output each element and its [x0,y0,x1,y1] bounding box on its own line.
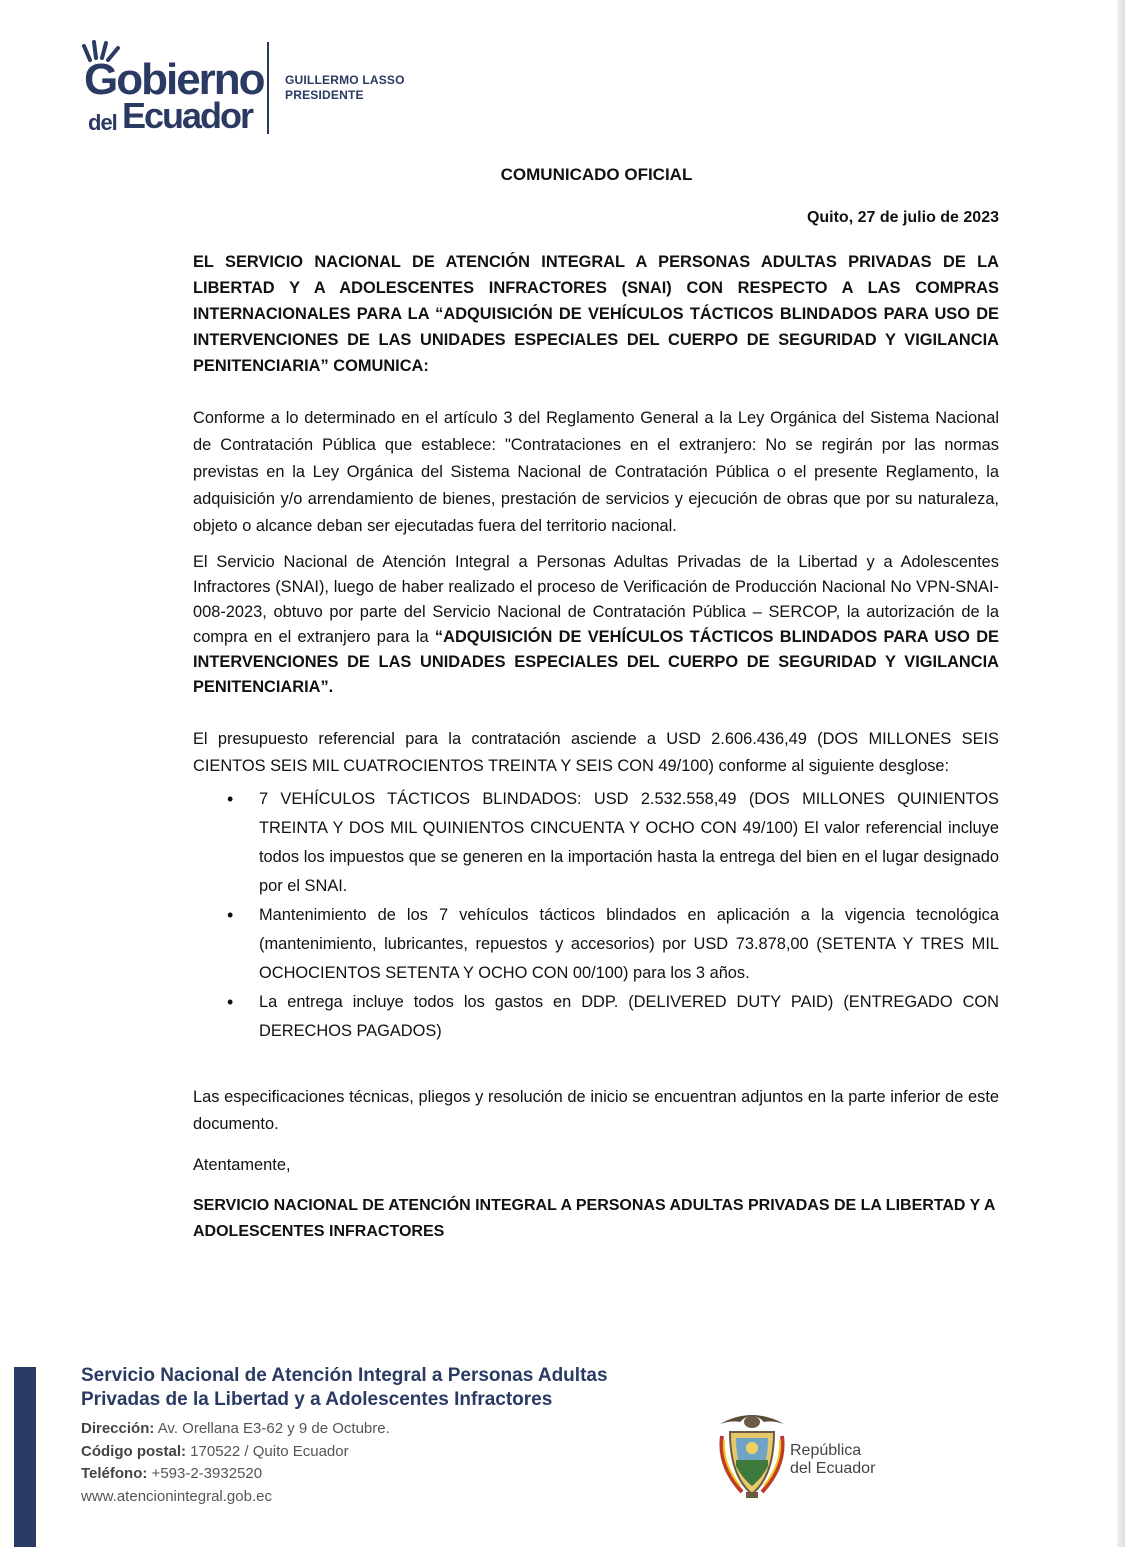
postal-label: Código postal: [81,1442,186,1460]
signature-block: SERVICIO NACIONAL DE ATENCIÓN INTEGRAL A PERSONAS ADULTAS PRIVADAS DE LA LIBERTAD Y A ADOLESCENTES INFRACTORES [193,1197,995,1240]
address-label: Dirección: [81,1420,155,1437]
republica-label [790,1442,875,1478]
footer-organization [81,1364,681,1412]
coat-of-arms-icon [712,1406,792,1502]
footer-address [81,1418,581,1441]
footer-org-line1: Servicio Nacional de Atención Integral a Personas Adultas [81,1365,608,1386]
address-value: Av. Orellana E3-62 y 9 de Octubre. [154,1420,390,1437]
footer-contact-info [81,1418,581,1508]
footer-org-line2: Privadas de la Libertad y a Adolescentes Infractores [81,1389,553,1410]
footer-phone [81,1463,581,1486]
republica-line2: del Ecuador [790,1460,876,1477]
president-role: PRESIDENTE [285,88,364,102]
phone-label: Teléfono: [81,1465,148,1482]
paragraph-4: Las especificaciones técnicas, pliegos y resolución de inicio se encuentran adjuntos en la parte inferior de este documento. [193,1088,999,1133]
paragraph-2-text: El Servicio Nacional de Atención Integral a Personas Adultas Privadas de la Libertad y a Adolescentes Infractores (SNAI), luego de haber realizado el proceso de Verificación de Producción Nacional No VPN-SNAI-008-2023, obtuvo por parte del Servicio Nacional de Contratación Pública – SERCOP, la autorización de la compra en el extranjero para la [193,553,999,646]
footer-postal [81,1441,581,1464]
logo-text-del: del [88,110,117,135]
footer-accent-bar [14,1367,36,1547]
list-item: • Mantenimiento de los 7 vehículos tácticos blindados en aplicación a la vigencia tecnológica (mantenimiento, lubricantes, repuestos y accesorios) por USD 73.878,00 (SETENTA Y TRES MIL OCHOCIENTOS SETENTA Y OCHO CON 00/100) para los 3 años. [193,901,999,988]
paragraph-2-bold: “ADQUISICIÓN DE VEHÍCULOS TÁCTICOS BLINDADOS PARA USO DE INTERVENCIONES DE LAS UNIDADES ESPECIALES DEL CUERPO DE SEGURIDAD Y VIGILANCIA PENITENCIARIA”. [193,628,999,696]
republica-line1: República [790,1442,862,1459]
president-name: GUILLERMO LASSO [285,73,405,87]
document-title-row [0,165,1125,185]
page-edge-shadow [1117,0,1125,1547]
phone-value: +593-2-3932520 [147,1465,263,1482]
paragraph-1: Conforme a lo determinado en el artículo 3 del Reglamento General a la Ley Orgánica del Sistema Nacional de Contratación Pública que establece: "Contrataciones en el extranjero: No se regirán por las normas previstas en la Ley Orgánica del Sistema Nacional de Contratación Pública o el presente Reglamento, la adquisición y/o arrendamiento de bienes, prestación de servicios y ejecución de obras que por su naturaleza, objeto o alcance deban ser ejecutadas fuera del territorio nacional. [193,409,999,535]
logo-text-gobierno: Gobierno [84,55,264,104]
document-title: COMUNICADO OFICIAL [500,165,693,184]
list-item: • La entrega incluye todos los gastos en DDP. (DELIVERED DUTY PAID) (ENTREGADO CON DERECHOS PAGADOS) [193,988,999,1046]
logo-text-ecuador: Ecuador [122,95,253,136]
logo-divider [267,42,269,134]
paragraph-3: El presupuesto referencial para la contratación asciende a USD 2.606.436,49 (DOS MILLONES SEIS CIENTOS SEIS MIL CUATROCIENTOS TREINTA Y SEIS CON 49/100) conforme al siguiente desglose: [193,730,999,775]
document-date: Quito, 27 de julio de 2023 [806,209,999,226]
paragraph-2 [193,550,999,700]
budget-breakdown-list [193,785,999,1046]
closing-text: Atentamente, [193,1156,291,1174]
document-heading: EL SERVICIO NACIONAL DE ATENCIÓN INTEGRAL A PERSONAS ADULTAS PRIVADAS DE LA LIBERTAD Y A ADOLESCENTES INFRACTORES (SNAI) CON RESPECTO A LAS COMPRAS INTERNACIONALES PARA LA “ADQUISICIÓN DE VEHÍCULOS TÁCTICOS BLINDADOS PARA USO DE INTERVENCIONES DE LAS UNIDADES ESPECIALES DEL CUERPO DE SEGURIDAD Y VIGILANCIA PENITENCIARIA” COMUNICA: [193,253,999,375]
footer-website: www.atencionintegral.gob.ec [81,1487,272,1505]
gobierno-logo [78,40,438,140]
postal-value: 170522 / Quito Ecuador [186,1442,349,1460]
document-body [193,249,999,1245]
list-item: • 7 VEHÍCULOS TÁCTICOS BLINDADOS: USD 2.532.558,49 (DOS MILLONES QUINIENTOS TREINTA Y DOS MIL QUINIENTOS CINCUENTA Y OCHO CON 49/100) El valor referencial incluye todos los impuestos que se generen en la importación hasta la entrega del bien en el lugar designado por el SNAI. [193,785,999,901]
